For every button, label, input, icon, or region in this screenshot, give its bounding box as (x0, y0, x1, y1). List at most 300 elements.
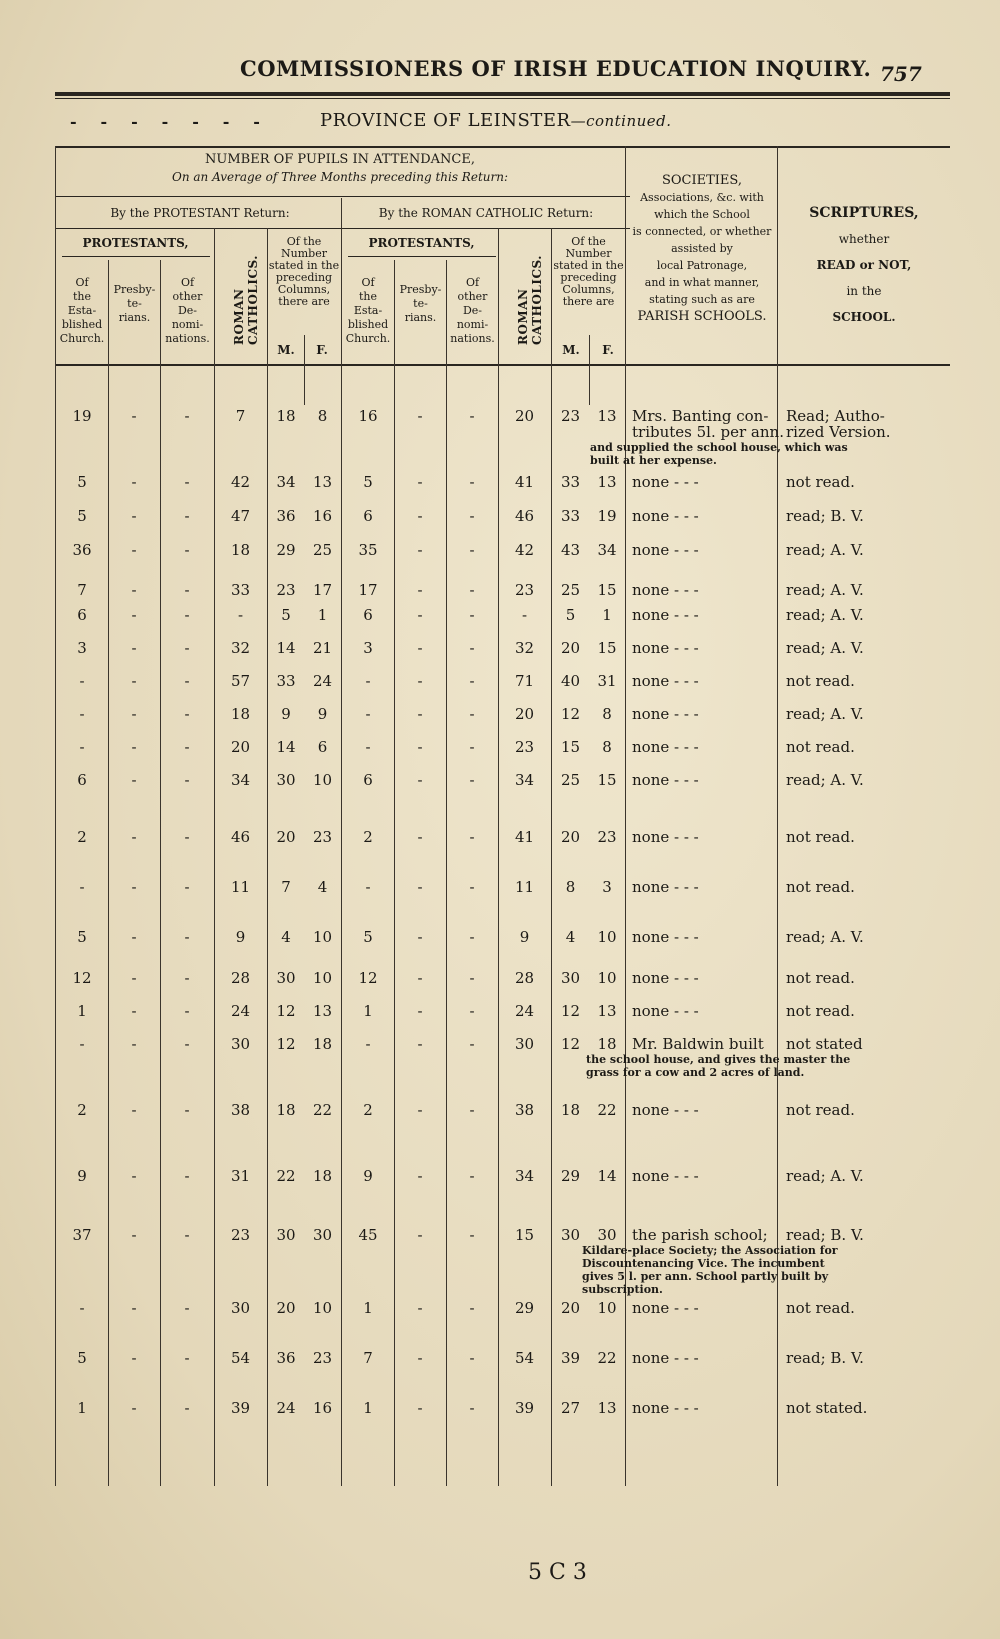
cell-p-oth: - (184, 771, 190, 789)
col-female-rc: F. (602, 343, 614, 357)
col-number-stated-rc (552, 236, 625, 308)
attendance-subrule (55, 196, 630, 197)
col-scriptures-line: whether (838, 232, 890, 246)
cell-c-pres: - (417, 1167, 423, 1185)
cell-p-m: 14 (276, 738, 296, 756)
cell-p-f: 18 (312, 1035, 333, 1053)
cell-societies: none - - - (632, 473, 699, 491)
cell-societies-cont: tributes 5l. per ann. (632, 423, 784, 441)
cell-p-oth: - (184, 928, 190, 946)
attendance-title: NUMBER OF PUPILS IN ATTENDANCE, (205, 152, 475, 167)
cell-p-oth: - (184, 1035, 190, 1053)
cell-p-rc: 57 (230, 672, 251, 690)
cell-note: and supplied the school house, which was (590, 441, 848, 454)
cell-societies: Mr. Baldwin built (632, 1035, 764, 1053)
cell-c-oth: - (469, 928, 475, 946)
cell-c-oth: - (469, 1349, 475, 1367)
cell-c-est: - (365, 878, 371, 896)
cell-p-pres: - (131, 507, 137, 525)
cell-note: Kildare-place Society; the Association for (582, 1244, 838, 1257)
col-number-line: stated in the (553, 259, 624, 272)
cell-c-pres: - (417, 1226, 423, 1244)
cell-p-est: 6 (77, 771, 87, 789)
cell-societies: none - - - (632, 672, 699, 690)
cell-c-est: - (365, 672, 371, 690)
cell-societies: none - - - (632, 828, 699, 846)
cell-p-m: 12 (276, 1002, 296, 1020)
ornament-dash: - (222, 112, 230, 131)
cell-p-f: 13 (312, 1002, 333, 1020)
cell-scriptures: not read. (786, 738, 855, 756)
cell-c-m: 33 (560, 473, 581, 491)
cell-c-rc: 34 (514, 771, 535, 789)
cell-p-rc: 31 (230, 1167, 251, 1185)
cell-c-m: 30 (560, 969, 581, 987)
cell-p-f: 16 (312, 507, 333, 525)
signature-mark: 5 C 3 (528, 1560, 587, 1585)
table-row (0, 1226, 1000, 1296)
cell-p-m: 7 (281, 878, 291, 896)
cell-p-rc: 18 (230, 705, 251, 723)
cell-p-oth: - (184, 672, 190, 690)
cell-p-rc: 33 (230, 581, 251, 599)
col-other-line: other (172, 290, 203, 303)
cell-c-rc: 24 (514, 1002, 535, 1020)
cell-c-rc: 15 (514, 1226, 535, 1244)
cell-p-f: 9 (317, 705, 328, 723)
cell-c-est: 6 (363, 507, 373, 525)
table-row (0, 738, 1000, 760)
cell-note: grass for a cow and 2 acres of land. (586, 1066, 805, 1079)
cell-c-oth: - (469, 473, 475, 491)
cell-p-oth: - (184, 1399, 190, 1417)
cell-c-f: 30 (597, 1226, 617, 1244)
col-other-line: De- (177, 304, 198, 317)
cell-p-oth: - (184, 969, 190, 987)
cell-p-rc: 39 (230, 1399, 251, 1417)
col-societies-line: local Patronage, (656, 259, 748, 272)
col-other-line: Of (180, 276, 195, 289)
cell-p-est: - (79, 1299, 85, 1317)
header-rule (55, 92, 950, 96)
cell-p-est: - (79, 672, 85, 690)
cell-p-pres: - (131, 581, 137, 599)
cell-p-f: 8 (317, 407, 328, 425)
col-number-line: there are (278, 295, 330, 308)
table-row (0, 1349, 1000, 1371)
cell-p-oth: - (184, 1226, 190, 1244)
col-divider (304, 335, 305, 405)
cell-p-oth: - (184, 828, 190, 846)
cell-p-f: 10 (312, 969, 333, 987)
province-heading (320, 110, 672, 131)
cell-c-rc: 41 (514, 828, 535, 846)
cell-p-f: 25 (312, 541, 333, 559)
table-row (0, 878, 1000, 900)
col-divider (777, 146, 778, 1486)
cell-p-oth: - (184, 1002, 190, 1020)
cell-c-oth: - (469, 1167, 475, 1185)
cell-scriptures: not read. (786, 828, 855, 846)
cell-c-pres: - (417, 878, 423, 896)
cell-p-oth: - (184, 606, 190, 624)
col-societies-line: Associations, &c. with (640, 191, 764, 204)
cell-p-est: 6 (77, 606, 87, 624)
col-male: M. (277, 343, 295, 357)
cell-c-pres: - (417, 541, 423, 559)
col-number-line: Number (281, 247, 327, 260)
ornament-dash: - (131, 112, 138, 131)
cell-p-pres: - (131, 1299, 137, 1317)
cell-p-pres: - (131, 672, 137, 690)
cell-p-rc: 38 (230, 1101, 251, 1119)
col-societies-line: SOCIETIES, (661, 173, 742, 188)
table-row (0, 1101, 1000, 1123)
col-established-church-rc (342, 276, 394, 346)
cell-c-f: 22 (597, 1101, 617, 1119)
col-male-rc: M. (562, 343, 580, 357)
cell-note: gives 5 l. per ann. School partly built by (582, 1270, 829, 1283)
cell-societies: none - - - (632, 705, 699, 723)
cell-c-m: 43 (560, 541, 581, 559)
cell-c-rc: 38 (514, 1101, 535, 1119)
col-number-line: Of the (571, 235, 606, 248)
attendance-subtitle: On an Average of Three Months preceding this Return: (172, 170, 508, 184)
cell-societies: none - - - (632, 581, 699, 599)
cell-c-f: 3 (602, 878, 612, 896)
col-presbyterians-line: rians. (118, 311, 151, 324)
cell-c-rc: 41 (514, 473, 535, 491)
cell-c-pres: - (417, 771, 423, 789)
cell-c-f: 15 (597, 639, 617, 657)
col-presbyterians (109, 283, 160, 325)
cell-p-m: 18 (276, 1101, 296, 1119)
cell-c-m: 20 (560, 1299, 581, 1317)
cell-c-m: 30 (560, 1226, 581, 1244)
cell-c-est: 17 (358, 581, 378, 599)
cell-p-m: 22 (276, 1167, 296, 1185)
cell-p-pres: - (131, 1167, 137, 1185)
cell-p-m: 20 (276, 828, 296, 846)
cell-p-rc: 11 (230, 878, 251, 896)
cell-scriptures: read; A. V. (786, 928, 864, 946)
col-established-line: Esta- (353, 304, 383, 317)
cell-scriptures: read; A. V. (786, 581, 864, 599)
cell-c-f: 15 (597, 581, 617, 599)
cell-scriptures: Read; Autho- (786, 407, 885, 425)
cell-scriptures: not stated (786, 1035, 863, 1053)
cell-c-est: - (365, 705, 371, 723)
col-roman-catholics: ROMAN CATHOLICS. (232, 255, 260, 345)
table-row (0, 541, 1000, 563)
cell-c-pres: - (417, 1399, 423, 1417)
cell-p-pres: - (131, 928, 137, 946)
ornament-dash: - (70, 112, 77, 131)
cell-note: subscription. (582, 1283, 663, 1296)
cell-scriptures: read; B. V. (786, 1349, 864, 1367)
col-societies-line: PARISH SCHOOLS. (637, 309, 767, 324)
col-divider (589, 335, 590, 405)
cell-c-pres: - (417, 1035, 423, 1053)
col-number-line: Number (565, 247, 612, 260)
cell-p-oth: - (184, 705, 190, 723)
cell-c-rc: 20 (514, 705, 535, 723)
col-scriptures (779, 200, 949, 330)
ornament-dash: - (100, 112, 108, 131)
col-other-line: nomi- (171, 318, 204, 331)
cell-p-est: 5 (77, 507, 87, 525)
cell-c-rc: 32 (514, 639, 535, 657)
cell-c-f: 1 (602, 606, 612, 624)
cell-p-rc: 18 (230, 541, 251, 559)
cell-p-oth: - (184, 473, 190, 491)
cell-c-f: 13 (597, 473, 617, 491)
cell-p-f: 10 (312, 1299, 333, 1317)
cell-c-f: 22 (597, 1349, 617, 1367)
cell-p-f: 23 (312, 828, 333, 846)
table-row (0, 1035, 1000, 1079)
cell-p-f: 10 (312, 771, 333, 789)
cell-c-f: 18 (597, 1035, 617, 1053)
cell-scriptures: not stated. (786, 1399, 868, 1417)
cell-c-rc: 29 (514, 1299, 535, 1317)
cell-c-rc: 11 (514, 878, 535, 896)
cell-c-rc: 39 (514, 1399, 535, 1417)
cell-scriptures: read; B. V. (786, 507, 864, 525)
catholic-return-label: By the ROMAN CATHOLIC Return: (378, 206, 594, 220)
cell-c-f: 31 (597, 672, 617, 690)
cell-p-oth: - (184, 541, 190, 559)
table-row (0, 639, 1000, 661)
cell-p-rc: 7 (235, 407, 246, 425)
cell-c-m: 15 (560, 738, 581, 756)
cell-c-oth: - (469, 606, 475, 624)
col-other-denominations (161, 276, 214, 346)
cell-societies: none - - - (632, 1101, 699, 1119)
cell-p-m: 23 (276, 581, 296, 599)
cell-p-pres: - (131, 878, 137, 896)
cell-p-rc: 47 (230, 507, 251, 525)
table-row (0, 507, 1000, 529)
cell-c-oth: - (469, 407, 475, 425)
cell-societies: none - - - (632, 606, 699, 624)
cell-p-rc: 24 (230, 1002, 251, 1020)
cell-c-rc: 20 (514, 407, 535, 425)
cell-c-pres: - (417, 639, 423, 657)
cell-p-m: 5 (281, 606, 291, 624)
col-established-church (56, 276, 108, 346)
cell-p-rc: 34 (230, 771, 251, 789)
cell-c-f: 8 (602, 738, 612, 756)
cell-p-est: 3 (77, 639, 87, 657)
cell-p-est: 5 (77, 928, 87, 946)
col-number-stated (267, 236, 341, 308)
col-number-line: preceding (275, 271, 333, 284)
cell-p-pres: - (131, 705, 137, 723)
page-title: COMMISSIONERS OF IRISH EDUCATION INQUIRY. (240, 56, 872, 81)
protestants-brace-rc (348, 256, 496, 257)
cell-p-m: 30 (276, 969, 296, 987)
cell-c-m: 25 (560, 581, 581, 599)
cell-c-oth: - (469, 672, 475, 690)
cell-p-est: - (79, 878, 85, 896)
cell-p-m: 36 (276, 1349, 296, 1367)
cell-p-est: - (79, 705, 85, 723)
cell-c-est: 9 (363, 1167, 373, 1185)
ornament-dash: - (253, 112, 260, 131)
cell-c-m: 5 (565, 606, 576, 624)
col-societies-line: and in what manner, (644, 276, 760, 289)
cell-c-rc: 23 (514, 581, 535, 599)
cell-c-oth: - (469, 639, 475, 657)
cell-scriptures-cont: rized Version. (786, 423, 891, 441)
cell-societies: none - - - (632, 928, 699, 946)
cell-c-f: 14 (597, 1167, 617, 1185)
table-row (0, 672, 1000, 694)
cell-c-pres: - (417, 705, 423, 723)
cell-p-pres: - (131, 828, 137, 846)
col-societies-line: is connected, or whether (632, 225, 772, 238)
cell-scriptures: read; A. V. (786, 771, 864, 789)
cell-c-est: 7 (363, 1349, 373, 1367)
cell-c-f: 10 (597, 928, 617, 946)
ornament-dashes (70, 112, 260, 131)
cell-p-f: 23 (312, 1349, 333, 1367)
table-row (0, 771, 1000, 793)
cell-p-f: 10 (312, 928, 333, 946)
table-row (0, 828, 1000, 850)
cell-p-f: 30 (312, 1226, 333, 1244)
cell-p-f: 4 (317, 878, 328, 896)
cell-c-m: 18 (560, 1101, 581, 1119)
cell-c-est: 1 (363, 1399, 373, 1417)
col-other-line: nations. (450, 332, 495, 345)
cell-c-oth: - (469, 738, 475, 756)
cell-c-f: 13 (597, 407, 617, 425)
col-societies (628, 172, 776, 325)
cell-c-est: 5 (363, 473, 373, 491)
cell-societies: the parish school; (632, 1226, 768, 1244)
cell-c-m: 39 (560, 1349, 581, 1367)
col-other-line: other (457, 290, 488, 303)
cell-c-m: 20 (560, 639, 581, 657)
cell-c-f: 10 (597, 1299, 617, 1317)
cell-p-pres: - (131, 1399, 137, 1417)
protestants-label-rc: PROTESTANTS, (368, 236, 475, 250)
return-subrule (55, 228, 630, 229)
table-row (0, 581, 1000, 603)
cell-p-rc: 30 (230, 1299, 251, 1317)
cell-c-rc: 30 (514, 1035, 535, 1053)
col-other-line: Of (465, 276, 480, 289)
cell-c-oth: - (469, 1002, 475, 1020)
cell-p-f: 24 (312, 672, 333, 690)
cell-c-pres: - (417, 1299, 423, 1317)
cell-societies: none - - - (632, 738, 699, 756)
cell-societies: none - - - (632, 1399, 699, 1417)
cell-scriptures: read; B. V. (786, 1226, 864, 1244)
cell-p-m: 36 (276, 507, 296, 525)
cell-c-est: 45 (358, 1226, 378, 1244)
col-established-line: Of (361, 276, 375, 289)
cell-scriptures: not read. (786, 878, 855, 896)
cell-c-oth: - (469, 1101, 475, 1119)
col-established-line: blished (347, 318, 389, 331)
cell-p-m: 29 (276, 541, 296, 559)
cell-c-est: 6 (363, 771, 373, 789)
cell-p-pres: - (131, 738, 137, 756)
cell-p-m: 14 (276, 639, 296, 657)
cell-societies: none - - - (632, 639, 699, 657)
cell-societies: none - - - (632, 1167, 699, 1185)
page-number: 757 (880, 62, 922, 86)
cell-c-pres: - (417, 672, 423, 690)
table-row (0, 1167, 1000, 1189)
cell-p-oth: - (184, 1349, 190, 1367)
cell-c-est: 12 (358, 969, 378, 987)
protestants-label: PROTESTANTS, (82, 236, 189, 250)
cell-c-m: 4 (565, 928, 576, 946)
cell-c-f: 19 (597, 507, 617, 525)
cell-c-est: 3 (363, 639, 373, 657)
cell-p-est: 2 (77, 1101, 87, 1119)
cell-p-m: 24 (276, 1399, 296, 1417)
cell-c-rc: 54 (514, 1349, 535, 1367)
cell-p-oth: - (184, 1101, 190, 1119)
cell-p-pres: - (131, 541, 137, 559)
col-scriptures-line: SCHOOL. (832, 310, 896, 324)
cell-p-pres: - (131, 407, 137, 425)
cell-p-rc: 23 (230, 1226, 251, 1244)
col-societies-line: stating such as are (649, 293, 755, 306)
col-established-line: the (358, 290, 377, 303)
cell-scriptures: not read. (786, 1101, 855, 1119)
col-number-line: stated in the (268, 259, 340, 272)
cell-p-est: 19 (72, 407, 92, 425)
cell-c-oth: - (469, 878, 475, 896)
cell-p-oth: - (184, 1299, 190, 1317)
col-number-line: preceding (560, 271, 617, 284)
cell-p-est: 37 (72, 1226, 92, 1244)
cell-p-pres: - (131, 639, 137, 657)
col-female: F. (316, 343, 328, 357)
cell-c-pres: - (417, 407, 423, 425)
col-number-line: Columns, (562, 283, 615, 296)
table-top-rule (55, 146, 950, 148)
cell-c-rc: 9 (519, 928, 530, 946)
cell-c-m: 12 (560, 1002, 581, 1020)
ornament-dash: - (192, 112, 199, 131)
cell-note: the school house, and gives the master the (586, 1053, 851, 1066)
cell-p-f: 6 (317, 738, 328, 756)
cell-c-pres: - (417, 928, 423, 946)
cell-p-rc: 30 (230, 1035, 251, 1053)
cell-note: built at her expense. (590, 454, 717, 467)
cell-societies: none - - - (632, 878, 699, 896)
cell-scriptures: not read. (786, 1002, 855, 1020)
cell-c-est: - (365, 1035, 371, 1053)
cell-c-oth: - (469, 771, 475, 789)
cell-p-f: 21 (312, 639, 333, 657)
cell-societies: none - - - (632, 771, 699, 789)
col-scriptures-line: SCRIPTURES, (809, 205, 919, 221)
protestants-brace (62, 256, 210, 257)
cell-c-est: 1 (363, 1299, 373, 1317)
cell-societies: none - - - (632, 1349, 699, 1367)
cell-c-rc: - (521, 606, 528, 624)
cell-c-est: 35 (358, 541, 378, 559)
cell-p-rc: 54 (230, 1349, 251, 1367)
